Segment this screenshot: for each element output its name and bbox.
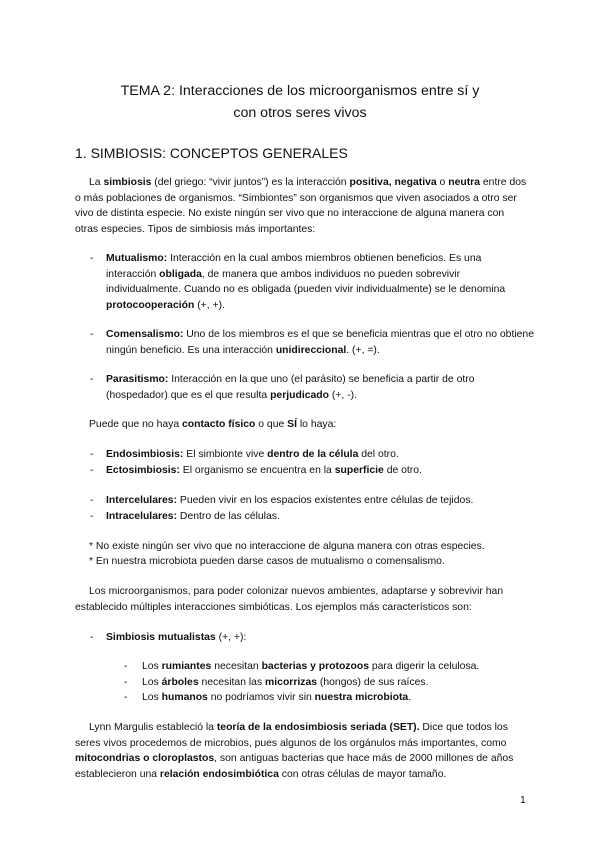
text: o que — [255, 419, 288, 430]
bold-text: perjudicado — [270, 389, 329, 401]
bold-text: obligada — [159, 268, 202, 280]
text: La — [89, 177, 104, 188]
page-number: 1 — [520, 795, 526, 806]
bold-text: positiva, negativa — [349, 177, 437, 188]
examples-paragraph: Los microorganismos, para poder colonizar nuevos ambientes, adaptarse y sobrevivir han establecido múltiples interacciones simbióticas. Los ejemplos más característicos son: — [75, 586, 504, 613]
text: para digerir la celulosa. — [368, 661, 480, 672]
bold-text: protocooperación — [106, 299, 195, 311]
text: , de manera que ambos individuos no pueden sobrevivir individualmente. Cuando no es obligada (pueden vivir individualmente) se le denomina — [106, 268, 506, 295]
text: Dice que todos los seres vivos procedemos de microbios, pues algunos de los orgánulos más importantes, como — [75, 722, 508, 749]
list-item-mutualistas — [106, 630, 526, 646]
bold-text: árboles — [161, 677, 199, 688]
bold-text: superficie — [334, 465, 384, 476]
term: Mutualismo: — [106, 253, 168, 264]
bold-text: neutra — [448, 177, 480, 188]
text: necesitan — [211, 661, 262, 672]
list-dash: - — [90, 495, 94, 506]
list-dash: - — [90, 465, 94, 476]
list-dash: - — [90, 329, 94, 340]
text: necesitan las — [198, 677, 266, 688]
title-line-2: con otros seres vivos — [233, 105, 367, 121]
bold-text: rumiantes — [161, 661, 212, 672]
section-heading: 1. SIMBIOSIS: CONCEPTOS GENERALES — [75, 145, 348, 161]
sublist-item-humanos — [142, 690, 532, 706]
text: entre dos o más poblaciones de organismos. “Simbiontes” son organismos que viven asociados a otro ser vivo de distinta especie. No existe ningún ser vivo que no interaccione de alguna manera con otras especies. Tipos de simbiosis más importantes: — [75, 177, 527, 235]
bold-text: unidireccional — [275, 344, 347, 356]
text: Los — [142, 661, 162, 672]
sublist-item-arboles — [142, 675, 532, 691]
text: . — [408, 692, 412, 703]
text: de otro. — [383, 465, 422, 476]
text: (+, -). — [328, 389, 357, 401]
text: lo haya: — [296, 419, 337, 430]
text: . (+, =). — [346, 344, 380, 356]
bold-text: nuestra microbiota — [314, 692, 409, 703]
term: Comensalismo: — [106, 329, 184, 340]
list-item-intercelulares — [106, 493, 526, 509]
text: (del griego: “vivir juntos”) es la interacción — [151, 177, 350, 188]
text: Puede que no haya — [89, 419, 183, 430]
list-dash: - — [90, 632, 94, 643]
margulis-paragraph — [75, 720, 529, 782]
bold-text: mitocondrias o cloroplastos — [75, 753, 215, 764]
bold-text: teoría de la endosimbiosis seriada (SET). — [216, 722, 420, 733]
text: El simbionte vive — [183, 449, 268, 460]
text: Los — [142, 692, 162, 703]
text: (+, +): — [215, 632, 247, 643]
text: (+, +). — [194, 299, 225, 311]
text: Uno de los miembros es el que se beneficia mientras que el otro no obtiene ningún beneficio. Es una interacción — [106, 329, 534, 356]
bold-text: simbiosis — [103, 177, 152, 188]
list-dash: - — [90, 253, 94, 264]
list-item-intracelulares — [106, 509, 526, 525]
term: Ectosimbiosis: — [106, 465, 180, 476]
text: con otras células de mayor tamaño. — [278, 768, 447, 780]
text: Interacción en la cual ambos miembros obtienen beneficios. Es una interacción — [106, 253, 482, 280]
text: Pueden vivir en los espacios existentes entre células de tejidos. — [177, 495, 474, 506]
bold-text: micorrizas — [265, 677, 318, 688]
text: (hongos) de sus raíces. — [317, 677, 429, 688]
sublist-dash: - — [124, 661, 128, 672]
text: del otro. — [358, 449, 399, 460]
sublist-item-rumiantes — [142, 659, 532, 675]
list-item-ectosimbiosis — [106, 463, 526, 479]
bold-text: dentro de la célula — [267, 449, 359, 460]
list-item-endosimbiosis — [106, 447, 526, 463]
list-item-parasitismo — [106, 372, 526, 403]
list-dash: - — [90, 511, 94, 522]
contact-paragraph — [89, 417, 529, 433]
text: Lynn Margulis estableció la — [89, 722, 217, 733]
list-item-comensalismo — [106, 327, 534, 358]
bold-text: bacterias y protozoos — [261, 661, 369, 672]
term: Intracelulares: — [106, 511, 178, 522]
list-item-mutualismo — [106, 251, 526, 313]
title-line-1: TEMA 2: Interacciones de los microorganismos entre sí y — [120, 83, 480, 99]
term: Parasitismo: — [106, 374, 169, 385]
text: Los — [142, 677, 162, 688]
text: Interacción en la que uno (el parásito) se beneficia a partir de otro (hospedador) que es el que resulta — [106, 374, 475, 401]
list-dash: - — [90, 374, 94, 385]
text: Dentro de las células. — [177, 511, 280, 522]
term: Intercelulares: — [106, 495, 178, 506]
note-2: * En nuestra microbiota pueden darse casos de mutualismo o comensalismo. — [89, 556, 445, 567]
text: El organismo se encuentra en la — [179, 465, 335, 476]
bold-text: SÍ — [287, 419, 297, 430]
list-dash: - — [90, 449, 94, 460]
text: no podríamos vivir sin — [207, 692, 315, 703]
note-1: * No existe ningún ser vivo que no interaccione de alguna manera con otras especies. — [89, 541, 485, 552]
term: Simbiosis mutualistas — [106, 632, 216, 643]
term: Endosimbiosis: — [106, 449, 184, 460]
sublist-dash: - — [124, 692, 128, 703]
bold-text: relación endosimbiótica — [159, 768, 279, 780]
text: , son antiguas bacterias que hace más de 2000 millones de años establecieron una — [75, 753, 514, 780]
bold-text: humanos — [161, 692, 208, 703]
sublist-dash: - — [124, 677, 128, 688]
intro-paragraph — [75, 175, 527, 237]
bold-text: contacto físico — [182, 419, 256, 430]
text: o — [436, 177, 449, 188]
document-title — [0, 80, 600, 124]
